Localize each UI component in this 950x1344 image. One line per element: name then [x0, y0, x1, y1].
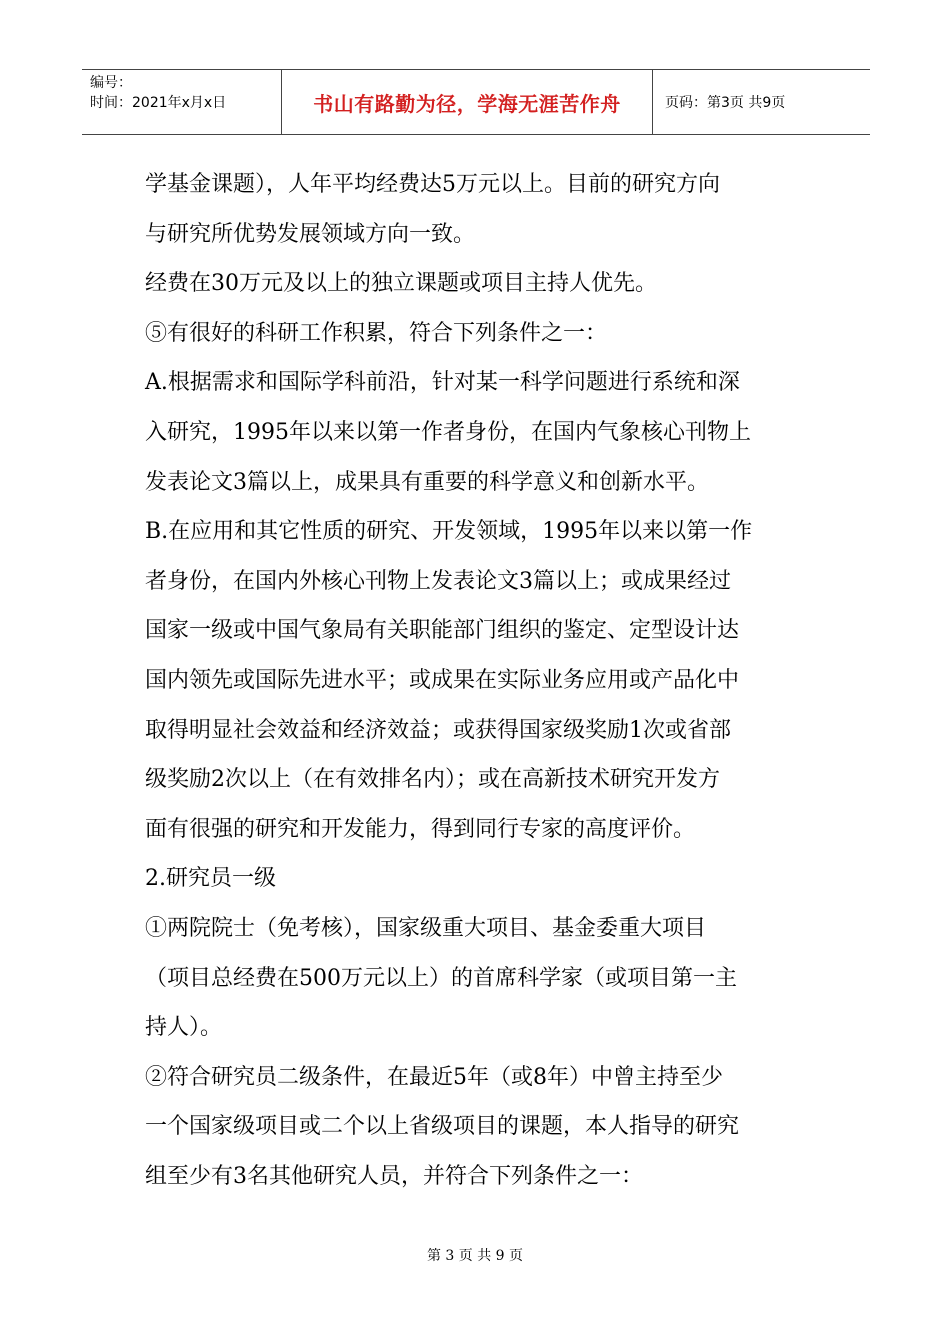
body-line: 与研究所优势发展领域方向一致。: [145, 221, 476, 247]
body-line: 取得明显社会效益和经济效益；或获得国家级奖励1次或省部: [145, 717, 731, 743]
body-line: 持人）。: [145, 1015, 223, 1041]
body-line: 组至少有3名其他研究人员，并符合下列条件之一：: [145, 1163, 643, 1189]
body-line: ⑤有很好的科研工作积累，符合下列条件之一：: [145, 320, 608, 346]
body-line: B.在应用和其它性质的研究、开发领域，1995年以来以第一作: [145, 519, 753, 545]
body-line: 面有很强的研究和开发能力，得到同行专家的高度评价。: [145, 816, 696, 842]
header-page-cell: [653, 70, 870, 134]
header-meta-cell: [82, 70, 282, 134]
section-heading: 2.研究员一级: [145, 866, 276, 892]
body-line: 一个国家级项目或二个以上省级项目的课题，本人指导的研究: [145, 1114, 740, 1140]
body-line: 级奖励2次以上（在有效排名内）；或在高新技术研究开发方: [145, 767, 720, 793]
document-body: [145, 160, 805, 1201]
body-line: 学基金课题），人年平均经费达5万元以上。目前的研究方向: [145, 172, 720, 197]
body-line: 国内领先或国际先进水平；或成果在实际业务应用或产品化中: [145, 667, 740, 693]
body-line: 入研究，1995年以来以第一作者身份，在国内气象核心刊物上: [145, 419, 751, 445]
body-line: ①两院院士（免考核），国家级重大项目、基金委重大项目: [145, 915, 707, 941]
document-header: [82, 69, 870, 135]
document-number-label: 编号：: [90, 75, 132, 91]
page-footer: 第 3 页 共 9 页: [426, 1248, 524, 1264]
document-date-label: 时间：2021年x月x日: [90, 95, 227, 111]
body-line: ②符合研究员二级条件，在最近5年（或8年）中曾主持至少: [145, 1064, 723, 1090]
body-line: 国家一级或中国气象局有关职能部门组织的鉴定、定型设计达: [145, 618, 740, 644]
header-motto-cell: [282, 70, 653, 134]
header-page-label: 页码：第3页 共9页: [665, 95, 786, 111]
body-line: 经费在30万元及以上的独立课题或项目主持人优先。: [145, 271, 657, 297]
body-line: A.根据需求和国际学科前沿，针对某一科学问题进行系统和深: [145, 370, 740, 396]
body-line: 发表论文3篇以上，成果具有重要的科学意义和创新水平。: [145, 469, 709, 495]
body-line: 者身份，在国内外核心刊物上发表论文3篇以上；或成果经过: [145, 568, 731, 594]
header-motto: 书山有路勤为径，学海无涯苦作舟: [313, 91, 621, 116]
body-line: （项目总经费在500万元以上）的首席科学家（或项目第一主: [145, 965, 737, 991]
